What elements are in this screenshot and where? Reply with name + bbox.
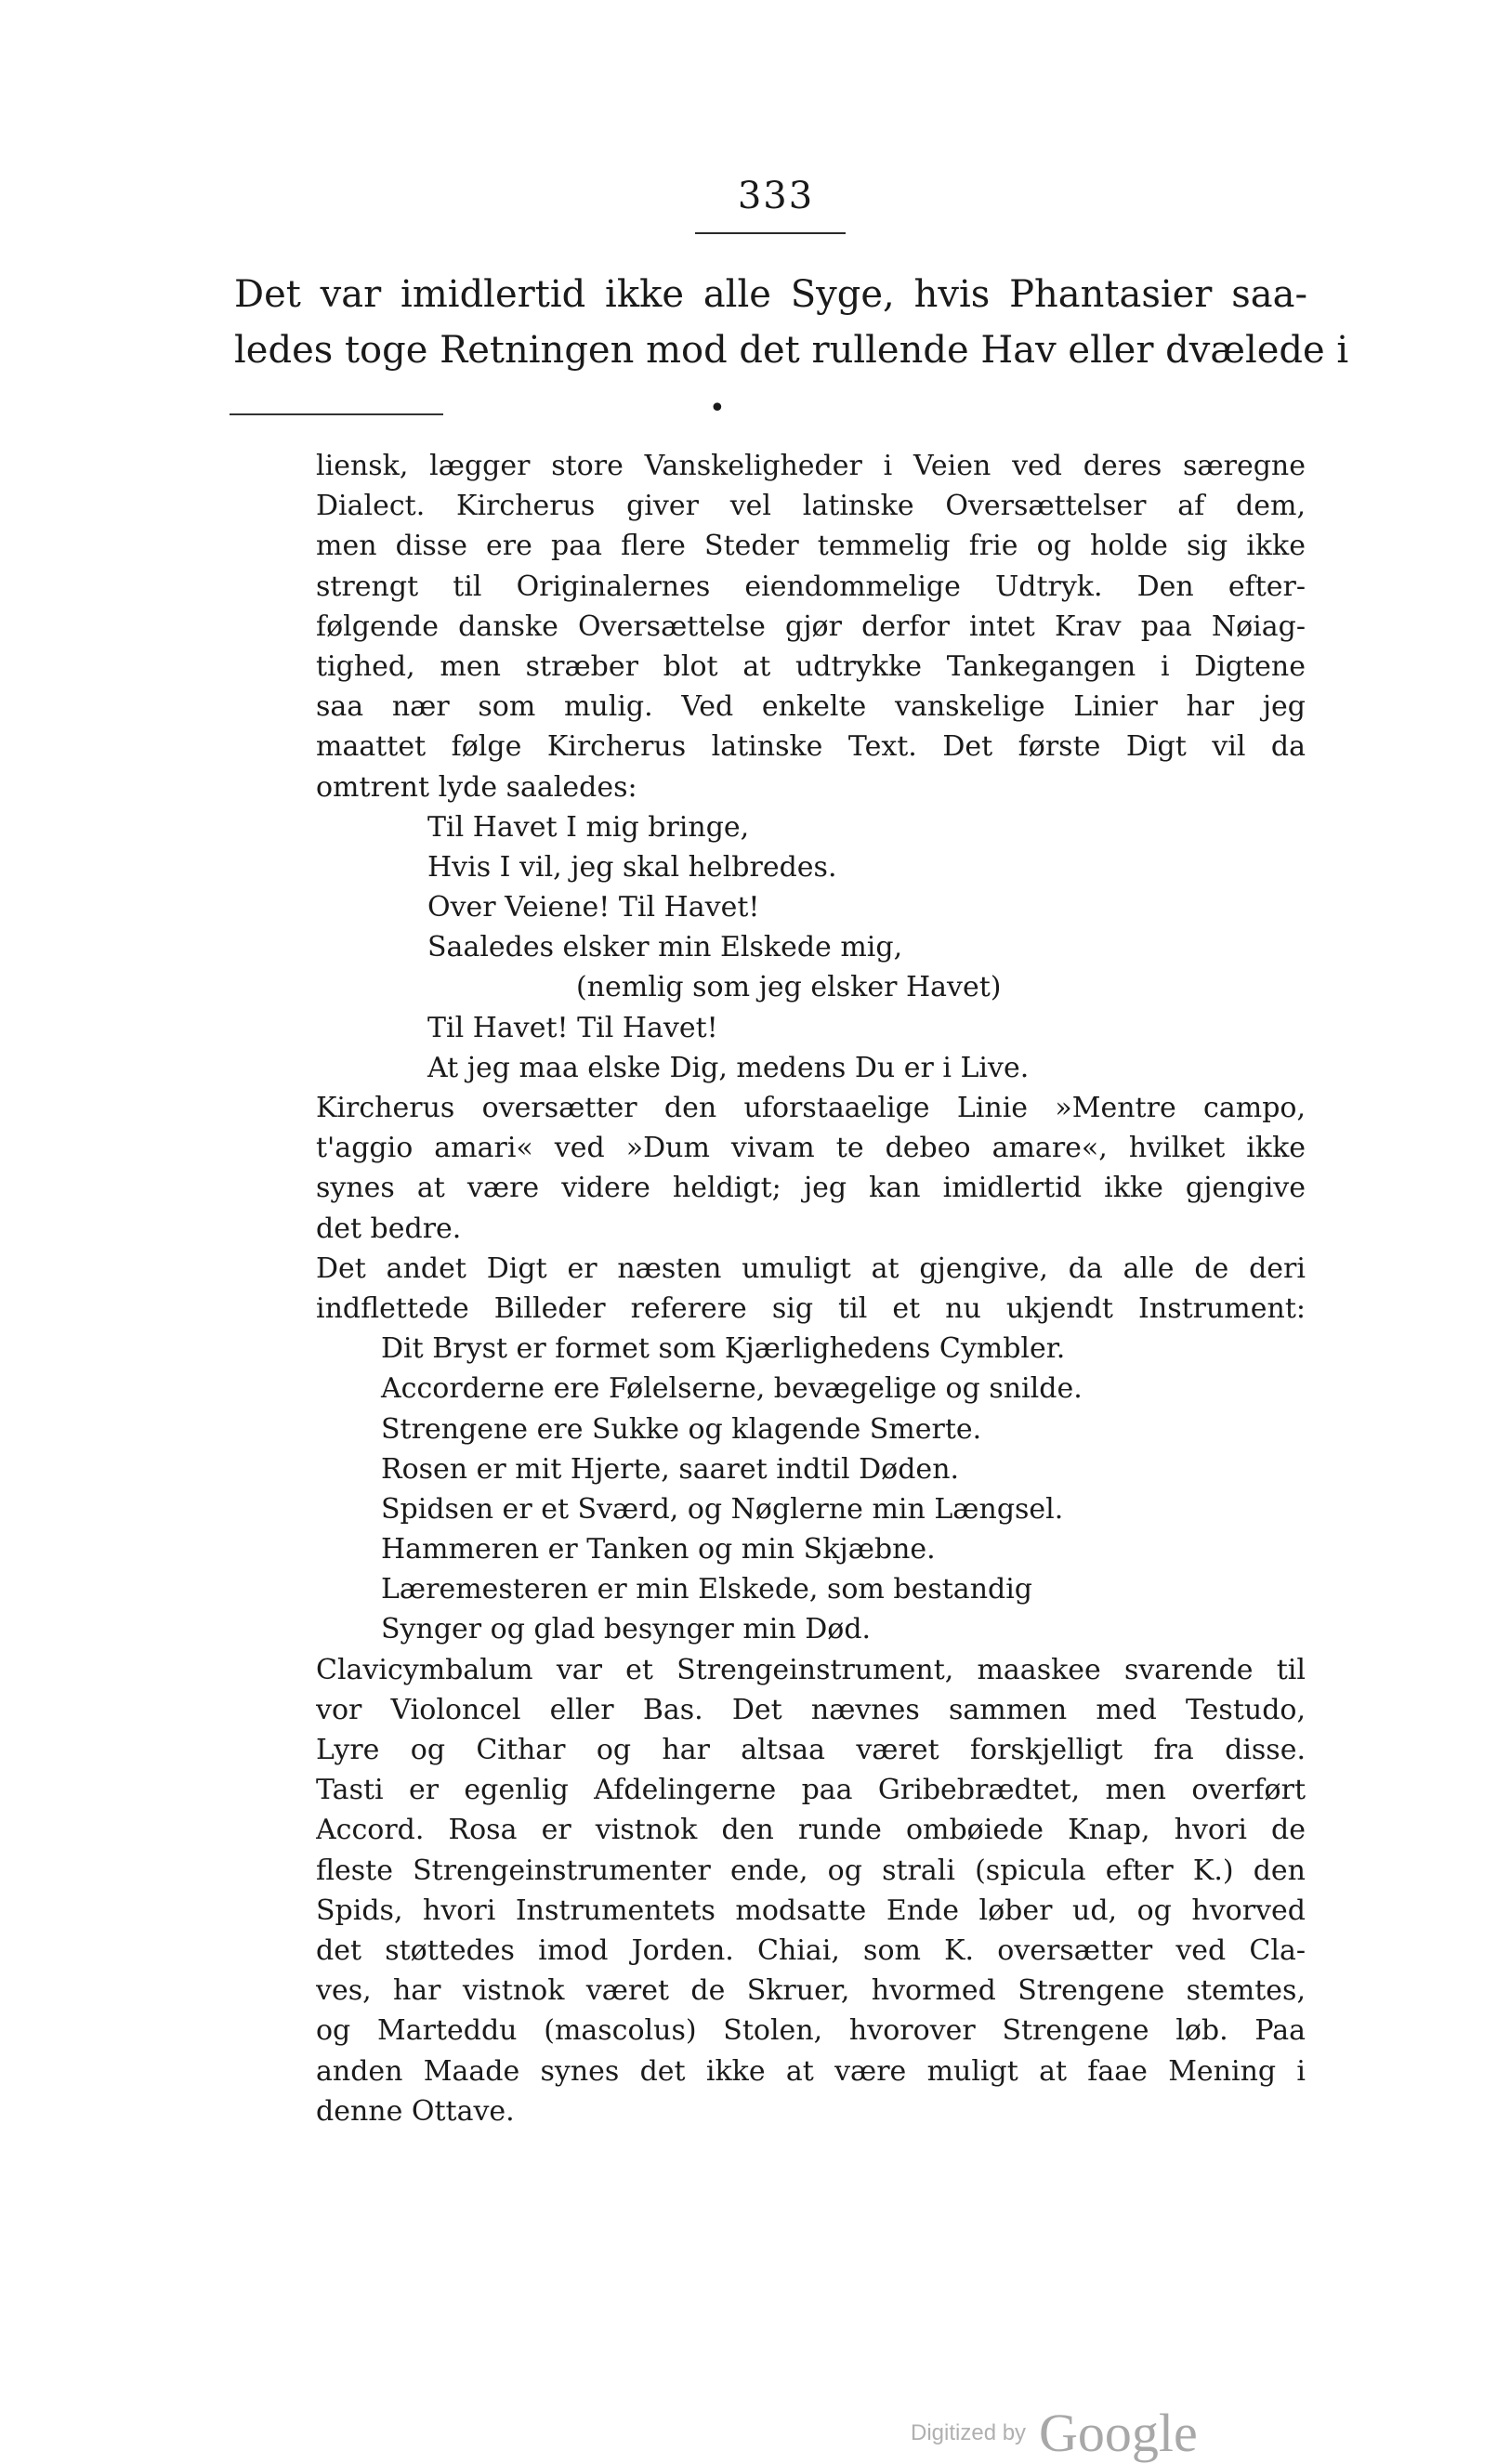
footnote-line: maattet følge Kircherus latinske Text. Det første Digt vil da	[316, 730, 1306, 764]
footnote-line: At jeg maa elske Dig, medens Du er i Live.	[427, 1051, 1030, 1084]
footnote-line: Spidsen er et Sværd, og Nøglerne min Længsel.	[381, 1492, 1064, 1526]
footnote-line: omtrent lyde saaledes:	[316, 770, 637, 804]
footnote-line: fleste Strengeinstrumenter ende, og strali (spicula efter K.) den	[316, 1854, 1306, 1887]
footnote-line: Accord. Rosa er vistnok den runde ombøiede Knap, hvori de	[316, 1814, 1306, 1847]
main-text-line: ledes toge Retningen mod det rullende Hav eller dvælede i	[234, 329, 1349, 372]
footnote-line: Synger og glad besynger min Død.	[381, 1613, 872, 1646]
footnote-line: Læremesteren er min Elskede, som bestandig	[381, 1573, 1033, 1606]
footnote-line: tighed, men stræber blot at udtrykke Tankegangen i Digtene	[316, 649, 1306, 683]
footnote-line: synes at være videre heldigt; jeg kan imidlertid ikke gjengive	[316, 1172, 1306, 1205]
footnote-line: men disse ere paa flere Steder temmelig frie og holde sig ikke	[316, 530, 1306, 563]
footnote-line: det støttedes imod Jorden. Chiai, som K. oversætter ved Cla-	[316, 1933, 1306, 1967]
google-logo: Google	[1039, 2403, 1198, 2463]
footnote-line: Til Havet! Til Havet!	[427, 1011, 718, 1044]
footnote-line: Spids, hvori Instrumentets modsatte Ende løber ud, og hvorved	[316, 1894, 1306, 1927]
footnote-line: vor Violoncel eller Bas. Det nævnes sammen med Testudo,	[316, 1693, 1306, 1726]
footnote-line: og Marteddu (mascolus) Stolen, hvorover Strengene løb. Paa	[316, 2014, 1306, 2048]
footnote-line: indflettede Billeder referere sig til et nu ukjendt Instrument:	[316, 1291, 1306, 1325]
footnote-line: Det andet Digt er næsten umuligt at gjengive, da alle de deri	[316, 1252, 1306, 1285]
footnote-line: Clavicymbalum var et Strengeinstrument, maaskee svarende til	[316, 1653, 1306, 1686]
footnote-rule	[230, 413, 443, 415]
footnote	[316, 446, 1306, 2131]
footnote-line: Saaledes elsker min Elskede mig,	[427, 931, 903, 964]
page-number-rule	[695, 232, 846, 234]
page-number: 333	[737, 175, 815, 217]
footnote-line: anden Maade synes det ikke at være muligt at faae Mening i	[316, 2054, 1306, 2088]
footnote-line: (nemlig som jeg elsker Havet)	[576, 971, 1002, 1004]
footnote-line: Accorderne ere Følelserne, bevægelige og snilde.	[381, 1372, 1083, 1406]
footnote-line: denne Ottave.	[316, 2094, 515, 2128]
footnote-line: Lyre og Cithar og har altsaa været forskjelligt fra disse.	[316, 1734, 1306, 1766]
footnote-line: Dialect. Kircherus giver vel latinske Oversættelser af dem,	[316, 490, 1306, 523]
footnote-line: Rosen er mit Hjerte, saaret indtil Døden.	[381, 1452, 960, 1486]
footnote-line: t'aggio amari« ved »Dum vivam te debeo amare«, hvilket ikke	[316, 1132, 1306, 1165]
footnote-line: Hvis I vil, jeg skal helbredes.	[427, 850, 837, 884]
footnote-line: Tasti er egenlig Afdelingerne paa Gribebrædtet, men overført	[316, 1774, 1306, 1807]
footnote-line: ves, har vistnok været de Skruer, hvormed Strengene stemtes,	[316, 1974, 1306, 2008]
footnote-line: Over Veiene! Til Havet!	[427, 891, 760, 924]
footnote-line: det bedre.	[316, 1212, 462, 1245]
footnote-line: Dit Bryst er formet som Kjærlighedens Cymbler.	[381, 1332, 1066, 1366]
digitized-by-label: Digitized by	[911, 2420, 1027, 2445]
footnote-marker: •	[709, 392, 726, 425]
main-text-line: Det var imidlertid ikke alle Syge, hvis Phantasier saa-	[234, 273, 1307, 316]
footnote-line: følgende danske Oversættelse gjør derfor intet Krav paa Nøiag-	[316, 609, 1306, 643]
footnote-line: Kircherus oversætter den uforstaaelige Linie »Mentre campo,	[316, 1092, 1306, 1124]
footnote-line: strengt til Originalernes eiendommelige Udtryk. Den efter-	[316, 570, 1306, 603]
footnote-line: Strengene ere Sukke og klagende Smerte.	[381, 1412, 982, 1446]
footnote-line: Til Havet I mig bringe,	[427, 810, 750, 844]
footnote-line: liensk, lægger store Vanskeligheder i Veien ved deres særegne	[316, 450, 1306, 482]
footnote-line: Hammeren er Tanken og min Skjæbne.	[381, 1533, 936, 1566]
footnote-line: saa nær som mulig. Ved enkelte vanskelige Linier har jeg	[316, 690, 1306, 724]
